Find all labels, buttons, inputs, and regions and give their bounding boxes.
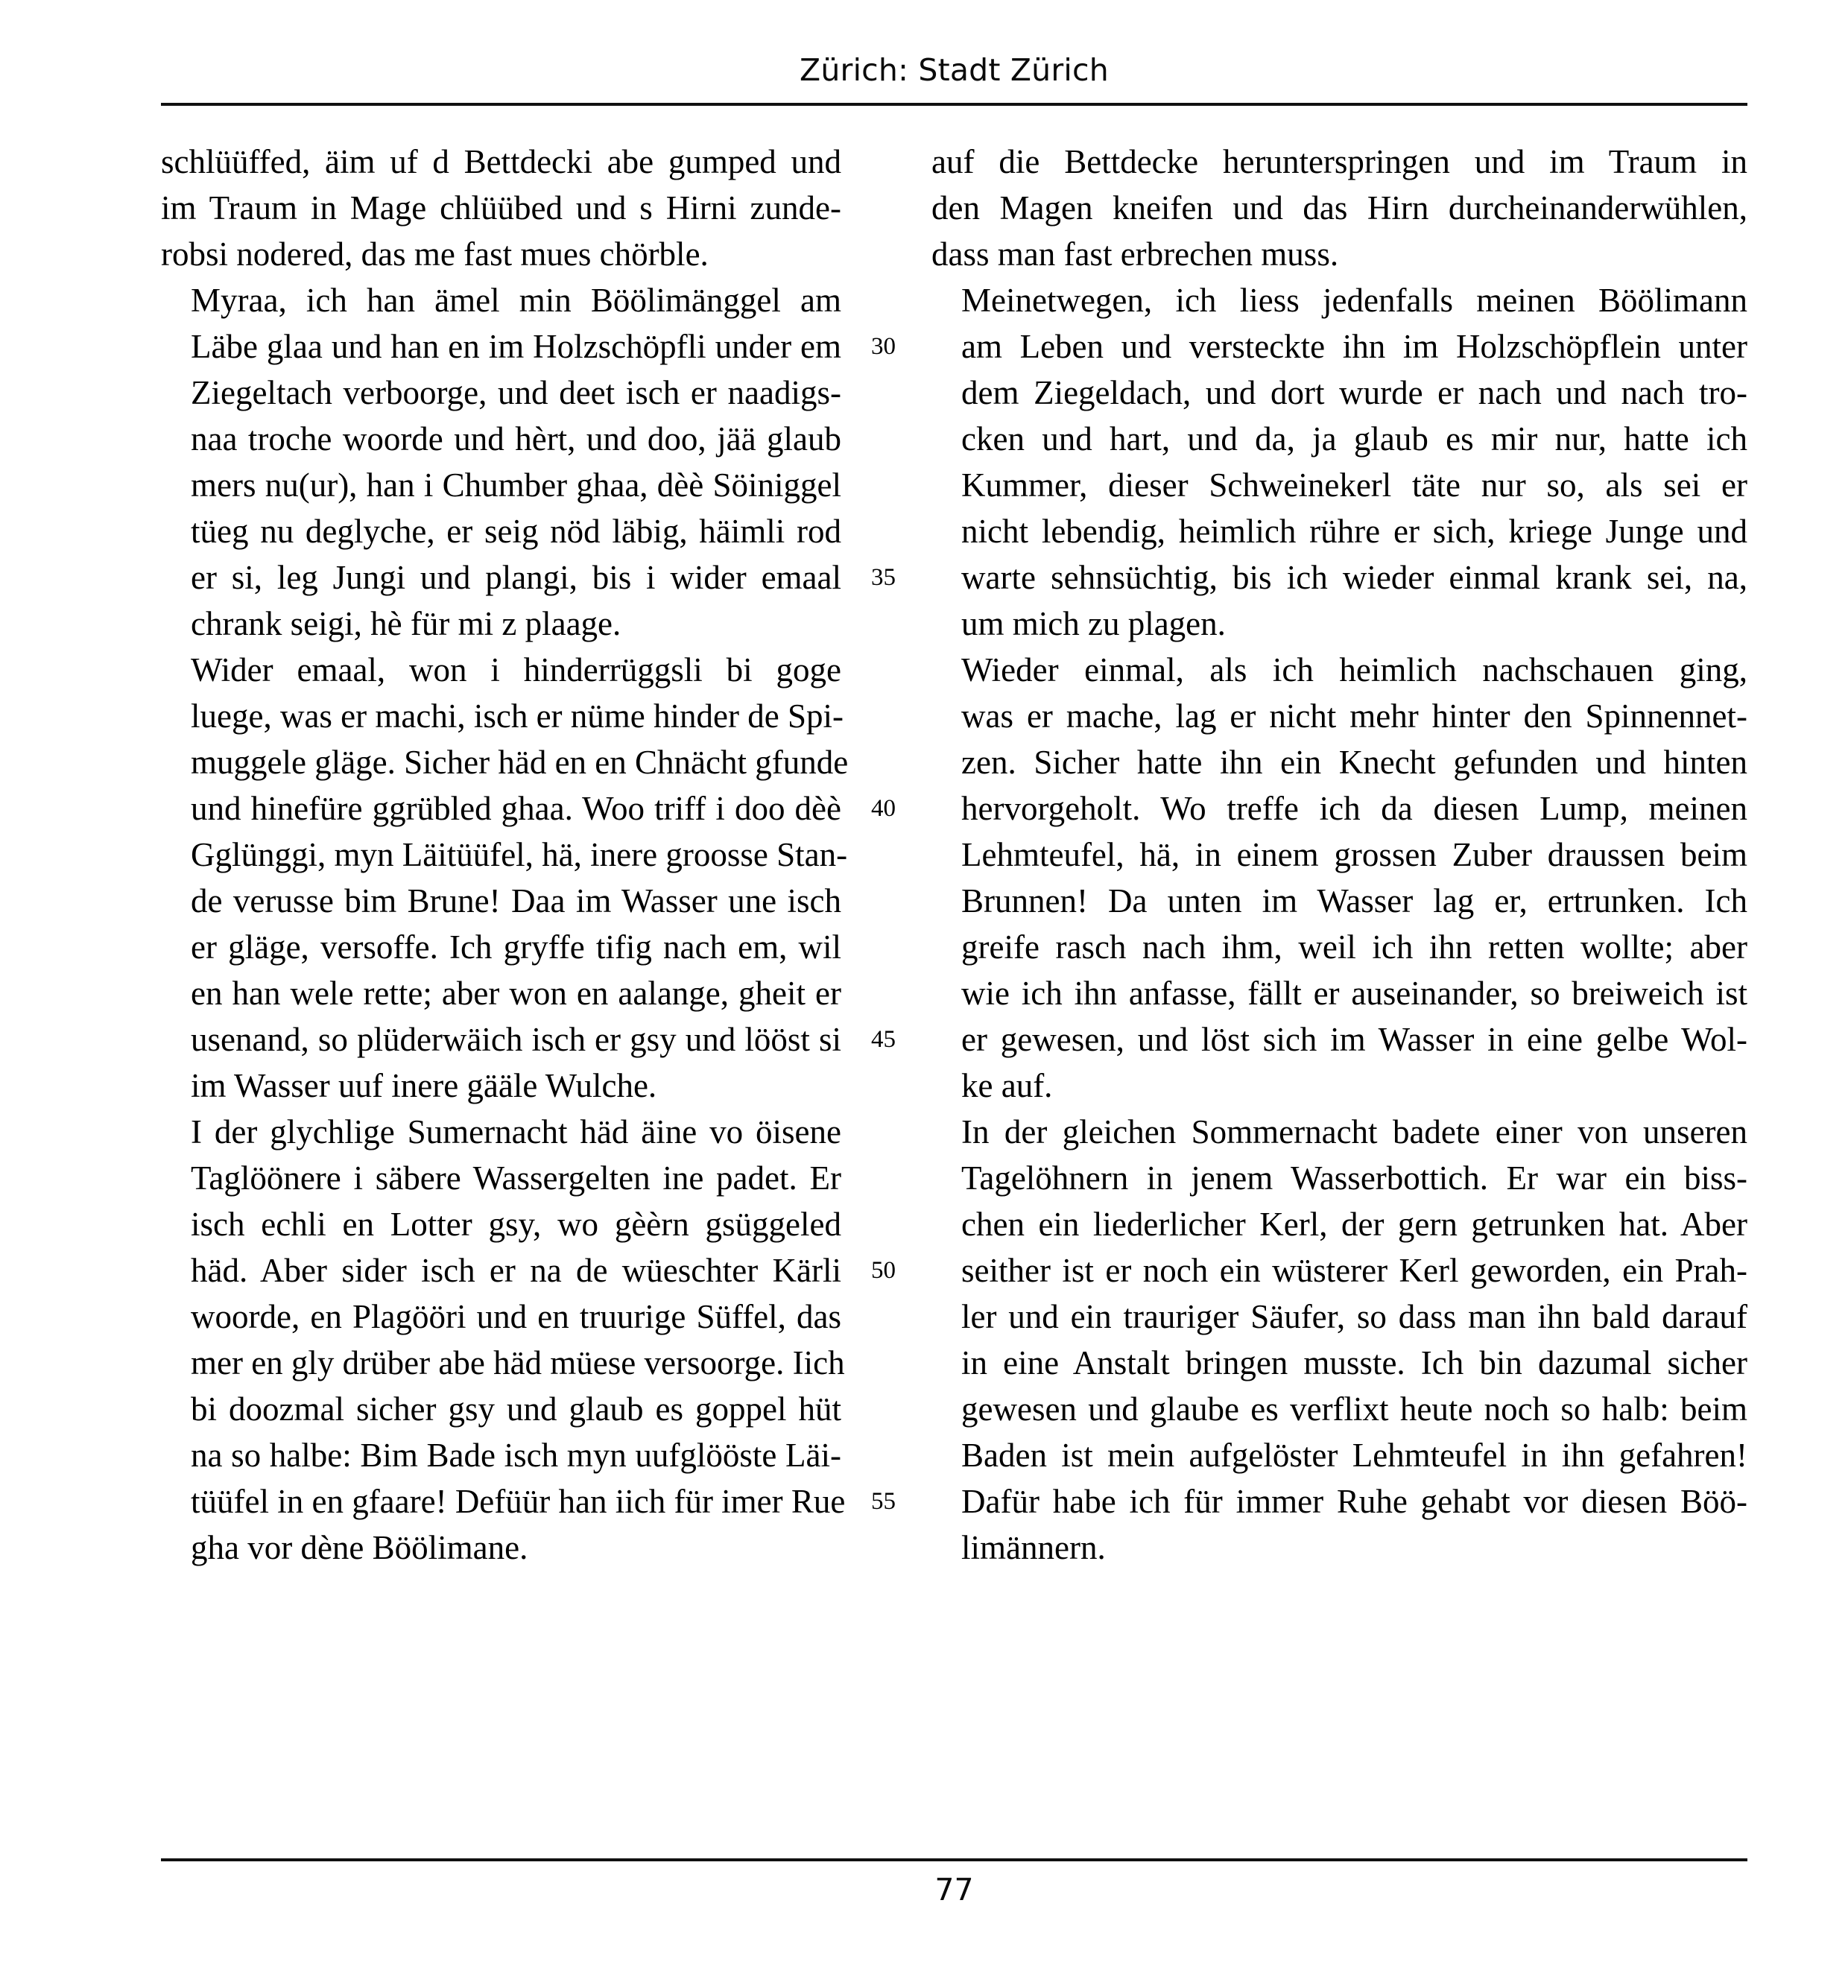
paragraph — [161, 139, 841, 277]
text-line: Dafür habe ich für immer Ruhe gehabt vor diesen Böö- — [961, 1483, 1747, 1520]
text-line: gha vor dène Böölimane. — [191, 1529, 528, 1566]
line-number: 50 — [871, 1257, 896, 1284]
text-line: bi doozmal sicher gsy und glaub es goppel hüt — [191, 1390, 841, 1428]
text-line: gewesen und glaube es verflixt heute noch so halb: beim — [961, 1390, 1747, 1428]
text-body — [161, 139, 1747, 1778]
text-line: warte sehnsüchtig, bis ich wieder einmal krank sei, na, — [961, 559, 1747, 596]
text-line: er gläge, versoffe. Ich gryffe tifig nach em, wil — [191, 928, 841, 966]
text-line: am Leben und versteckte ihn im Holzschöpflein unter — [961, 328, 1747, 365]
text-line: tüeg nu deglyche, er seig nöd läbig, häimli rod — [191, 513, 841, 550]
text-line: Gglünggi, myn Läitüüfel, hä, inere groosse Stan- — [191, 836, 848, 873]
text-line: isch echli en Lotter gsy, wo gèèrn gsüggeled — [191, 1206, 841, 1243]
text-line: mer en gly drüber abe häd müese versoorge. Iich — [191, 1344, 845, 1381]
text-line: und hinefüre ggrübled ghaa. Woo triff i doo dèè — [191, 790, 841, 827]
paragraph — [931, 1109, 1747, 1571]
line-number: 35 — [871, 564, 896, 591]
line-number: 40 — [871, 795, 896, 822]
paragraph — [931, 277, 1747, 647]
text-line: seither ist er noch ein wüsterer Kerl geworden, ein Prah- — [961, 1252, 1747, 1289]
text-line: im Wasser uuf inere gääle Wulche. — [191, 1067, 657, 1104]
text-line: wie ich ihn anfasse, fällt er auseinander, so breiweich ist — [961, 975, 1747, 1012]
text-line: woorde, en Plagööri und en truurige Süffel, das — [191, 1298, 841, 1335]
line-number: 30 — [871, 333, 896, 360]
text-line: limännern. — [961, 1529, 1106, 1566]
text-line: greife rasch nach ihm, weil ich ihn retten wollte; aber — [961, 928, 1747, 966]
text-line: mers nu(ur), han i Chumber ghaa, dèè Söiniggel — [191, 466, 841, 504]
text-line: im Traum in Mage chlüübed und s Hirni zunde- — [161, 189, 841, 227]
text-line: nicht lebendig, heimlich rühre er sich, kriege Junge und — [961, 513, 1747, 550]
text-line: ke auf. — [961, 1067, 1053, 1104]
text-line: dass man fast erbrechen muss. — [931, 235, 1339, 273]
column-dialect — [161, 139, 849, 1571]
text-line: muggele gläge. Sicher häd en en Chnächt gfunde — [191, 744, 849, 781]
text-line: en han wele rette; aber won en aalange, gheit er — [191, 975, 841, 1012]
text-line: I der glychlige Sumernacht häd äine vo öisene — [191, 1113, 841, 1150]
text-line: chen ein liederlicher Kerl, der gern getrunken hat. Aber — [961, 1206, 1747, 1243]
text-line: na so halbe: Bim Bade isch myn uufglööste Läi- — [191, 1437, 841, 1474]
text-line: Brunnen! Da unten im Wasser lag er, ertrunken. Ich — [961, 882, 1747, 919]
line-number: 45 — [871, 1026, 896, 1053]
text-line: luege, was er machi, isch er nüme hinder de Spi- — [191, 697, 844, 735]
text-line: schlüüffed, äim uf d Bettdecki abe gumped und — [161, 143, 841, 180]
text-line: Wieder einmal, als ich heimlich nachschauen ging, — [961, 651, 1747, 688]
line-number: 55 — [871, 1488, 896, 1515]
column-translation — [931, 139, 1747, 1571]
text-line: robsi nodered, das me fast mues chörble. — [161, 235, 709, 273]
text-line: naa troche woorde und hèrt, und doo, jää glaub — [191, 420, 841, 458]
text-line: den Magen kneifen und das Hirn durcheinanderwühlen, — [931, 189, 1747, 227]
paragraph — [931, 139, 1747, 277]
text-line: Myraa, ich han ämel min Böölimänggel am — [191, 282, 841, 319]
paragraph — [161, 1109, 846, 1571]
text-line: usenand, so plüderwäich isch er gsy und lööst si — [191, 1021, 841, 1058]
page-number: 77 — [934, 1872, 974, 1908]
paragraph — [161, 647, 849, 1109]
text-line: Baden ist mein aufgelöster Lehmteufel in ihn gefahren! — [961, 1437, 1747, 1474]
paragraph — [931, 647, 1747, 1109]
line-number-gutter — [829, 139, 896, 1778]
footer-rule — [161, 1858, 1747, 1861]
text-line: hervorgeholt. Wo treffe ich da diesen Lump, meinen — [961, 790, 1747, 827]
text-line: Taglöönere i säbere Wassergelten ine padet. Er — [191, 1159, 841, 1197]
text-line: Tagelöhnern in jenem Wasserbottich. Er war ein biss- — [961, 1159, 1747, 1197]
running-head: Zürich: Stadt Zürich — [800, 52, 1109, 88]
header-rule — [161, 103, 1747, 106]
paragraph — [161, 277, 841, 647]
text-line: Ziegeltach verboorge, und deet isch er naadigs- — [191, 374, 841, 411]
text-line: häd. Aber sider isch er na de wüeschter Kärli — [191, 1252, 841, 1289]
text-line: Meinetwegen, ich liess jedenfalls meinen Böölimann — [961, 282, 1747, 319]
text-line: Wider emaal, won i hinderrüggsli bi goge — [191, 651, 841, 688]
text-line: In der gleichen Sommernacht badete einer von unseren — [961, 1113, 1747, 1150]
text-line: er gewesen, und löst sich im Wasser in eine gelbe Wol- — [961, 1021, 1747, 1058]
text-line: zen. Sicher hatte ihn ein Knecht gefunden und hinten — [961, 744, 1747, 781]
text-line: dem Ziegeldach, und dort wurde er nach und nach tro- — [961, 374, 1747, 411]
text-line: was er mache, lag er nicht mehr hinter den Spinnennet- — [961, 697, 1747, 735]
text-line: de verusse bim Brune! Daa im Wasser une isch — [191, 882, 841, 919]
text-line: er si, leg Jungi und plangi, bis i wider emaal — [191, 559, 841, 596]
text-line: um mich zu plagen. — [961, 605, 1226, 642]
text-line: chrank seigi, hè für mi z plaage. — [191, 605, 621, 642]
text-line: auf die Bettdecke herunterspringen und im Traum in — [931, 143, 1747, 180]
text-line: ler und ein trauriger Säufer, so dass man ihn bald darauf — [961, 1298, 1747, 1335]
text-line: in eine Anstalt bringen musste. Ich bin dazumal sicher — [961, 1344, 1747, 1381]
text-line: cken und hart, und da, ja glaub es mir nur, hatte ich — [961, 420, 1747, 458]
text-line: Kummer, dieser Schweinekerl täte nur so, als sei er — [961, 466, 1747, 504]
text-line: tüüfel in en gfaare! Defüür han iich für imer Rue — [191, 1483, 846, 1520]
text-line: Läbe glaa und han en im Holzschöpfli under em — [191, 328, 841, 365]
text-line: Lehmteufel, hä, in einem grossen Zuber draussen beim — [961, 836, 1747, 873]
